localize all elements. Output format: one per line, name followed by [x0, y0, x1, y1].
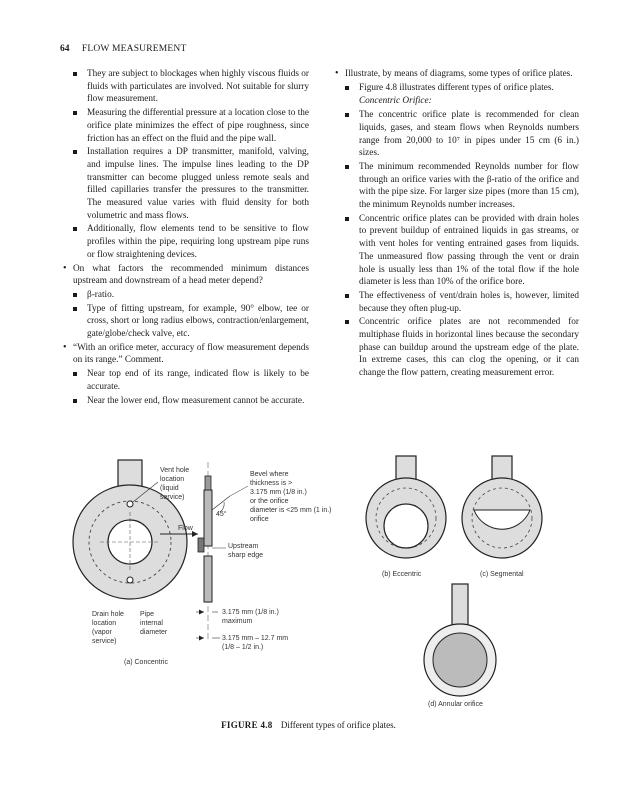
flow-label: Flow: [178, 525, 193, 532]
list-item: The minimum recommended Reynolds number for flow through an orifice varies with the β-ratio of the orifice and with the pipe size. For larger size pipes (more than 15 cm), the minimum Reynolds number increases.: [335, 161, 579, 212]
vent-hole-label: Vent hole location (liquid service): [160, 467, 190, 501]
left-column: [63, 68, 309, 408]
eccentric-plate-diagram: [366, 456, 446, 558]
list-item: Concentric orifice plates are not recommended for multiphase fluids in horizontal lines because the secondary phase can buildup around the upstream edge of the plate. In extreme cases, this can clog the opening, or it can change the flow pattern, creating measurement error.: [335, 316, 579, 380]
annular-label: (d) Annular orifice: [428, 701, 483, 708]
list-item: The concentric orifice plate is recommended for clean liquids, gases, and steam flows when Reynolds numbers range from 20,000 to 10⁷ in pipes under 15 cm (6 in.) sizes.: [335, 109, 579, 160]
list-item: Measuring the differential pressure at a location close to the orifice plate minimizes the effect of pipe roughness, since friction has an effect on the fluid and the pipe wall.: [63, 107, 309, 145]
question-item: • Illustrate, by means of diagrams, some types of orifice plates.: [335, 68, 579, 81]
list-item: β-ratio.: [63, 289, 309, 302]
annular-plate-diagram: [424, 584, 496, 696]
concentric-label: (a) Concentric: [124, 659, 168, 666]
drain-hole-label: Drain hole location (vapor service): [92, 611, 124, 645]
plate-thickness-label: 3.175 mm – 12.7 mm (1/8 – 1/2 in.): [222, 635, 289, 651]
list-item: Near the lower end, flow measurement cannot be accurate.: [63, 395, 309, 408]
bevel-label: Bevel where thickness is > 3.175 mm (1/8 in.) or the orifice diameter is <25 mm (1 in.) orifice: [250, 471, 332, 523]
list-item: Figure 4.8 illustrates different types of orifice plates.: [335, 82, 579, 95]
running-title: FLOW MEASUREMENT: [81, 44, 187, 54]
angle-label: 45°: [216, 511, 227, 518]
question-item: • “With an orifice meter, accuracy of flow measurement depends on its range.” Comment.: [63, 342, 309, 367]
pipe-diameter-label: Pipe internal diameter: [140, 611, 168, 636]
list-item: Concentric orifice plates can be provided with drain holes to prevent buildup of entrained liquids in gas streams, or with vent holes for venting entrained gases from liquids. The unmeasured flow passing through the vent or drain hole is usually less than 1% of the total flow if the hole diameter is less than 10% of the orifice bore.: [335, 213, 579, 289]
figure-caption-text: Different types of orifice plates.: [280, 720, 396, 730]
max-thickness-label: 3.175 mm (1/8 in.) maximum: [222, 609, 279, 625]
right-column: [335, 68, 579, 381]
orifice-plates-figure: [60, 452, 580, 714]
segmental-label: (c) Segmental: [480, 571, 524, 578]
eccentric-label: (b) Eccentric: [382, 571, 422, 578]
question-item: • On what factors the recommended minimum distances upstream and downstream of a head meter depend?: [63, 263, 309, 288]
subheading: Concentric Orifice:: [359, 96, 432, 107]
figure-label: FIGURE 4.8: [221, 720, 273, 730]
segmental-plate-diagram: [462, 456, 542, 558]
upstream-edge-label: Upstream sharp edge: [228, 543, 264, 559]
drain-hole: [127, 577, 133, 583]
vent-hole: [127, 501, 133, 507]
list-item: The effectiveness of vent/drain holes is, however, limited because they often plug-up.: [335, 290, 579, 315]
list-item: Installation requires a DP transmitter, manifold, valving, and impulse lines. The impulse lines leading to the DP transmitter can become plugged unless remote seals and filled capillaries transfer the pressures to the transmitter. The measured value varies with fluid density for both volumetric and mass flows.: [63, 146, 309, 222]
list-item: Type of fitting upstream, for example, 90° elbow, tee or cross, short or long radius elbows, contraction/enlargement, gate/globe/check valve, etc.: [63, 303, 309, 341]
list-item: They are subject to blockages when highly viscous fluids or fluids with particulates are involved. Not suitable for slurry flow measurement.: [63, 68, 309, 106]
page-number: 64: [60, 44, 70, 54]
list-item: Near top end of its range, indicated flow is likely to be accurate.: [63, 368, 309, 393]
figure-caption: [0, 720, 617, 730]
page-header: [60, 44, 187, 54]
list-item: Additionally, flow elements tend to be sensitive to flow profiles within the pipe, requiring long upstream pipe runs or flow straightening devices.: [63, 223, 309, 261]
